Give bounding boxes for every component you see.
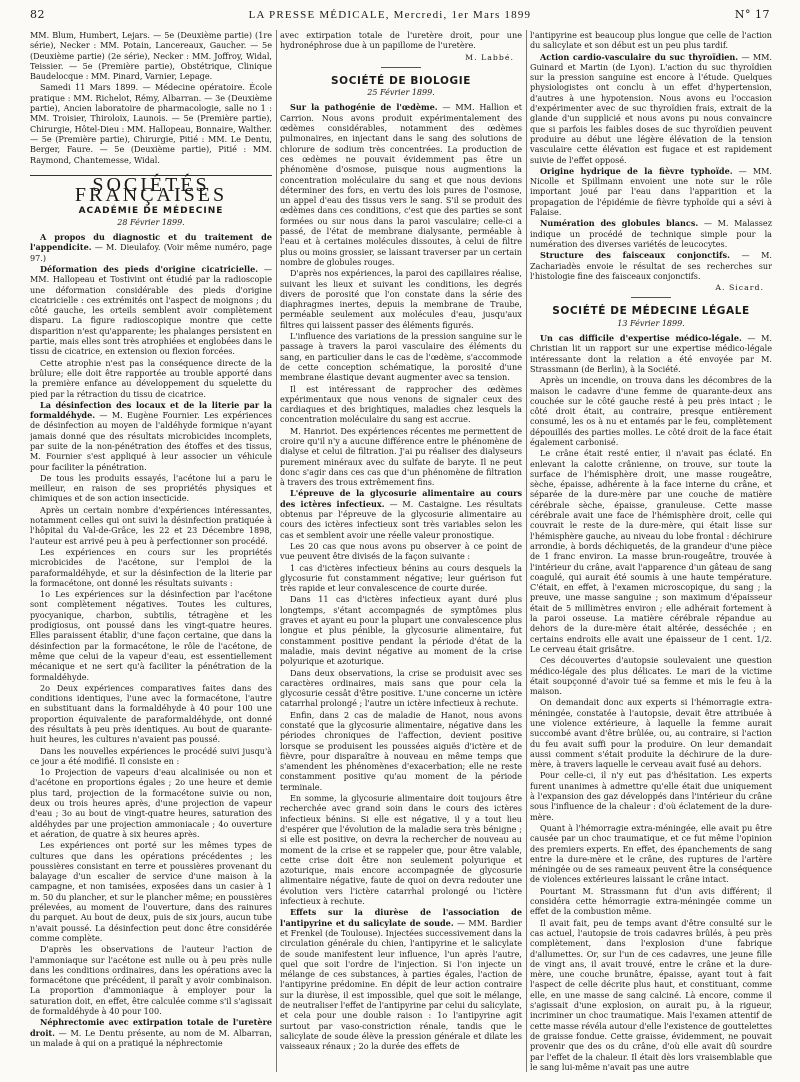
article-paragraph: Déformation des pieds d'origine cicatricielle. — MM. Hallopeau et Tostivint ont étudié par la radioscopie une déformation considérable des pieds d'origine cicatricielle : ces extrémités ont l'aspect de moignons ; du côté gauche, les orteils semblent avoir complètement disparu. La figure radioscopique montre que cette disparition n'est qu'apparente; les phalanges persistent en partie, mais elles sont très atrophiées et englobées dans le tissu de cicatrice, en extension ou flexion forcées. xyxy=(30,263,272,357)
separator xyxy=(381,67,421,68)
article-paragraph: Après un certain nombre d'expériences intéressantes, notamment celles qui ont suivi la désinfection pratiquée à l'hôpital du Val-de-Grâce, les 22 et 23 Décembre 1898, l'auteur est arrivé peu à peu à perfectionner son procédé. xyxy=(30,504,272,546)
article-title: Origine hydrique de la fièvre typhoïde. xyxy=(540,165,733,176)
article-paragraph: L'influence des variations de la pression sanguine sur le passage à travers la paroi vasculaire des éléments du sang, en particulier dans le cas de l'œdème, s'accommode de cette conception schématique, la porosité d'une membrane élastique devant augmenter avec sa tension. xyxy=(280,331,522,383)
article-paragraph: Sur la pathogénie de l'œdème. — MM. Hallion et Carrion. Nous avons produit expérimentalement des œdèmes considérables, notamment des œdèmes pulmonaires, en injectant dans le sang des solutions de chlorure de sodium très concentrées. La production de ces œdèmes ne pouvait évidemment pas être un phénomène d'osmose, puisque nous augmentions la concentration moléculaire du sang et que nous devions déterminer des fors, en vertu des lois pures de l'osmose, un appel d'eau des tissus vers le sang. S'il se produit des œdèmes dans ces conditions, c'est que des parties se sont formées ou sur nous dans la paroi vasculaire; celle-ci a passé, de l'état de membrane dialysante, perméable à l'eau et à certaines molécules dissoutes, à celui de filtre plus ou moins grossier, se laissant traverser par un certain nombre de globules rouges. xyxy=(280,102,522,267)
column-2 xyxy=(280,30,522,1075)
article-title: Numération des globules blancs. xyxy=(540,218,699,229)
author-signature: M. Labbé. xyxy=(465,52,514,62)
article-paragraph: Enfin, dans 2 cas de maladie de Hanot, nous avons constaté que la glycosurie alimentaire, négative dans les périodes chroniques de l'affection, devient positive lorsque se produisent les poussées aiguës d'ictère et de fièvre, pour disparaître à nouveau en même temps que s'amendent les phénomènes d'exacerbation; elle ne reste constamment positive qu'au moment de la période terminale. xyxy=(280,709,522,792)
separator xyxy=(631,297,671,298)
article-paragraph: Numération des globules blancs. — M. Malassez indique un procédé de technique simple pour la numération des diverses variétés de leucocytes. xyxy=(530,218,772,249)
article-title: Action cardio-vasculaire du suc thyroïdien. xyxy=(540,51,739,62)
article-paragraph: Ces découvertes d'autopsie soulevaient une question médico-légale des plus délicates. Le mari de la victime était soupçonné d'avoir tué sa femme et mis le feu à la maison. xyxy=(530,655,772,697)
article-paragraph: 1 cas d'ictères infectieux bénins au cours desquels la glycosurie fut constamment négative; leur guérison fut très rapide et leur convalescence de courte durée. xyxy=(280,562,522,594)
article-paragraph: Structure des faisceaux conjonctifs. — M. Zachariadès envoie le résultat de ses recherches sur l'histologie fine des faisceaux conjonctifs. xyxy=(530,250,772,281)
article-paragraph: Un cas difficile d'expertise médico-légale. — M. Christian lit un rapport sur une expertise médico-légale intéressante dont la relation a été envoyée par M. Strassmann (de Berlin), à la Société. xyxy=(530,333,772,374)
article-paragraph: Il est intéressant de rapprocher des œdèmes expérimentaux que nous venons de signaler ceux des cardiaques et des brightiques, maladies chez lesquels la concentration moléculaire du sang est accrue. xyxy=(280,383,522,425)
article-paragraph: Dans deux observations, la crise se produisit avec ses caractères ordinaires, mais sans que pour cela la glycosurie cessât d'être positive. L'une concerne un ictère catarrhal prolongé ; l'autre un ictère infectieux à rechute. xyxy=(280,667,522,709)
article-title: Néphrectomie avec extirpation totale de l'uretère droit. xyxy=(30,1017,272,1038)
article-paragraph: En somme, la glycosurie alimentaire doit toujours être recherchée avec grand soin dans le cours des ictères infectieux bénins. Si elle est négative, il y a tout lieu d'espérer que l'évolution de la maladie sera très bénigne ; si elle est positive, on devra la rechercher de nouveau au moment de la crise et se rappeler que, pour être valable, cette crise doit être non seulement polyurique et azoturique, mais encore accompagnée de glycosurie alimentaire négative, faute de quoi on devra redouter une évolution vers l'ictère catarrhal prolongé ou l'ictère infectieux à rechute. xyxy=(280,793,522,907)
column-divider xyxy=(276,30,277,1072)
article-paragraph: La désinfection des locaux et de la literie par la formaldéhyde. — M. Eugène Fournier. Les expériences de désinfection au moyen de l'aldéhyde formique n'ayant jamais donné que des résultats microbicides incomplets, par suite de la non-pénétration des étoffes et des tissus, M. Fournier s'est appliqué à leur associer un véhicule pour faciliter la pénétration. xyxy=(30,399,272,472)
author-signature: A. Sicard. xyxy=(715,283,764,293)
society-heading: SOCIÉTÉ DE BIOLOGIE xyxy=(331,74,471,87)
article-title: Déformation des pieds d'origine cicatricielle. xyxy=(40,263,259,274)
article-paragraph: Dans 11 cas d'ictères infectieux ayant duré plus longtemps, s'étant accompagnés de symptômes plus graves et ayant eu pour la plupart une convalescence plus longue et plus pénible, la glycosurie alimentaire, fut constamment positive pendant la période d'état de la maladie, mais devint négative au moment de la crise polyurique et azoturique. xyxy=(280,594,522,667)
exam-schedule-text: MM. Blum, Humbert, Lejars. — 5e (Deuxième partie) (1re série), Necker : MM. Potain, Lancereaux, Gaucher. — 5e (Deuxième partie) (2e série), Necker : MM. Joffroy, Widal, Teissier. — 5e (Première partie), Obstétrique, Clinique Baudelocque : MM. Pinard, Varnier, Lepage. xyxy=(30,30,272,82)
article-title: Sur la pathogénie de l'œdème. xyxy=(290,102,438,113)
article-paragraph: D'après les observations de l'auteur l'action de l'ammoniaque sur l'acétone est nulle ou à peu près nulle dans les conditions ordinaires, dans les opérations avec la formacétone que précédent, il paraît y avoir combinaison. La proportion d'ammoniaque à employer pour la saturation doit, en effet, être calculée comme s'il s'agissait de formaldéhyde à 40 pour 100. xyxy=(30,944,272,1017)
meeting-date: 28 Février 1899. xyxy=(117,217,185,227)
article-paragraph: De tous les produits essayés, l'acétone lui a paru le meilleur, en raison de ses propriétés physiques et chimiques et de son action insecticide. xyxy=(30,472,272,504)
column-divider xyxy=(526,30,527,1072)
article-paragraph: Pourtant M. Strassmann fut d'un avis différent; il considéra cette hémorragie extra-méningée comme un effet de la combustion même. xyxy=(530,885,772,917)
article-paragraph: avec extirpation totale de l'uretère droit, pour une hydronéphrose due à un papillome de l'uretère. xyxy=(280,30,522,51)
article-title: Un cas difficile d'expertise médico-légale. xyxy=(540,333,742,344)
article-paragraph: Après un incendie, on trouva dans les décombres de la maison le cadavre d'une femme de quarante-deux ans couchée sur le côté gauche resté à peu près intact ; le côté droit était, au contraire, presque entièrement consumé, les os à nu et entamés par le feu, complètement dépouillés des parties molles. Le côté droit de la face était également carbonisé. xyxy=(530,375,772,447)
article-paragraph: 1o Les expériences sur la désinfection par l'acétone sont complètement négatives. Toutes les cultures, pyocyanique, charbon, subtilis, tétragène et les prodigiosus, ont poussé dans les vingt-quatre heures. Elles paraissent établir, d'une façon certaine, que dans la désinfection par la formacétone, le rôle de l'acétone, de même que celui de la vapeur d'eau, est essentiellement mécanique et ne sert qu'à faciliter la pénétration de la formaldéhyde. xyxy=(30,589,272,682)
article-paragraph: l'antipyrine est beaucoup plus longue que celle de l'action du salicylate et son début est un peu plus tardif. xyxy=(530,30,772,51)
article-paragraph: D'après nos expériences, la paroi des capillaires réalise, suivant les lieux et suivant les conditions, les degrés divers de porosité que l'on constate dans la série des diaphragmes inertes, depuis la membrane de Traube, perméable seulement aux molécules d'eau, jusqu'aux filtres qui laissent passer des éléments figurés. xyxy=(280,268,522,330)
article-paragraph: Action cardio-vasculaire du suc thyroïdien. — MM. Guinard et Martin (de Lyon). L'action du suc thyroïdien sur la pression sanguine est encore à l'étude. Quelques physiologistes ont conclu à un effet d'hypertension, d'autres à une hypotension. Nous avons eu l'occasion d'expérimenter avec de suc thyroïdien frais, extrait de la glande d'un supplicié et nous avons pu nous convaincre que si parfois les faibles doses de suc thyroïdien peuvent produire au début une légère élévation de la tension vasculaire cette élévation est fugace et est rapidement suivie de l'effet opposé. xyxy=(530,51,772,165)
column-3 xyxy=(530,30,772,1075)
article-title: L'épreuve de la glycosurie alimentaire au cours des ictères infectieux. xyxy=(280,488,522,509)
article-paragraph: Il avait fait, peu de temps avant d'être consulté sur le cas actuel, l'autopsie de trois cadavres brûlés, à peu près complètement, dans l'explosion d'une fabrique d'allumettes. Or, sur l'un de ces cadavres, une jeune fille de vingt ans, il avait trouvé, entre le crâne et la dure-mère, une couche brunâtre, épaisse, ayant tout à fait l'aspect de celle décrite plus haut, et constituant, comme elle, en une masse de sang calciné. Là encore, comme il s'agissait d'une explosion, on aurait pu, à la rigueur, incriminer un choc traumatique. Mais l'examen attentif de cette masse révéla autour d'elle l'existence de gouttelettes de graisse fondue. Cette graisse, évidemment, ne pouvait provenir que des os du crâne, d'où elle avait dû sourdre par l'effet de la chaleur. Il était dès lors vraisemblable que le sang lui-même n'avait pas une autre xyxy=(530,917,772,1072)
article-paragraph: Quant à l'hémorragie extra-méningée, elle avait pu être causée par un choc traumatique, et ce fut même l'opinion des premiers experts. En effet, des épanchements de sang entre la dure-mère et le crâne, des ruptures de l'artère méningée ou de ses rameaux peuvent être la conséquence de violences extérieures laissant le crâne intact. xyxy=(530,822,772,885)
article-paragraph: Les 20 cas que nous avons pu observer à ce point de vue peuvent être divisés de la façon suivante : xyxy=(280,540,522,562)
article-title: Effets sur la diurèse de l'association de l'antipyrine et du salicylate de soude. xyxy=(280,907,522,928)
publication-title: LA PRESSE MÉDICALE, Mercredi, 1er Mars 1899 xyxy=(248,9,532,21)
article-title: Structure des faisceaux conjonctifs. xyxy=(540,250,730,261)
article-paragraph: 2o Deux expériences comparatives faites dans des conditions identiques, l'une avec la formacétone, l'autre en substituant dans la formaldéhyde à 40 pour 100 une proportion équivalente de paraformaldéhyde, ont donné des résultats à peu près identiques. Au bout de quarante-huit heures, les cultures n'avaient pas poussé. xyxy=(30,682,272,745)
article-paragraph: Cette atrophie n'est pas la conséquence directe de la brûlure; elle doit être rapportée au trouble apporté dans la première enfance au développement du squelette du pied par la rétraction du tissu de cicatrice. xyxy=(30,357,272,399)
article-paragraph: M. Hanriot. Des expériences récentes me permettent de croire qu'il n'y a aucune différence entre le phénomène de dialyse et celui de filtration. J'ai pu réaliser des dialyseurs purement minéraux avec du sulfate de baryte. Il ne peut donc s'agir dans ces cas que d'un phénomène de filtration à travers des trous extrêmement fins. xyxy=(280,425,522,488)
society-heading: SOCIÉTÉ DE MÉDECINE LÉGALE xyxy=(552,305,750,318)
article-paragraph: L'épreuve de la glycosurie alimentaire au cours des ictères infectieux. — M. Castaigne. Les résultats obtenus par l'épreuve de la glycosurie alimentaire au cours des ictères infectieux sont très variables selon les cas et semblent avoir une réelle valeur pronostique. xyxy=(280,488,522,540)
article-paragraph: 1o Projection de vapeurs d'eau alcalinisée ou non et d'acétone en proportions égales ; 2o une heure et demie plus tard, projection de la formacétone suivie ou non, deux ou trois heures après, d'une projection de vapeur d'eau ; 3o au bout de vingt-quatre heures, saturation des aldéhydes par une projection ammoniacale ; 4o ouverture et aération, de quatre à six heures après. xyxy=(30,767,272,839)
article-paragraph: Dans les nouvelles expériences le procédé suivi jusqu'à ce jour a été modifié. Il consiste en : xyxy=(30,745,272,766)
article-paragraph: A propos du diagnostic et du traitement de l'appendicite. — M. Dieulafoy. (Voir même numéro, page 97.) xyxy=(30,232,272,263)
article-paragraph: Néphrectomie avec extirpation totale de l'uretère droit. — M. Le Dentu présente, au nom de M. Albarran, un malade à qui on a pratiqué la néphrectomie xyxy=(30,1017,272,1048)
article-paragraph: Pour celle-ci, il n'y eut pas d'hésitation. Les experts furent unanimes à admettre qu'elle était due uniquement à l'expansion des gaz développés dans l'intérieur du crâne sous l'influence de la chaleur : d'où éclatement de la dure-mère. xyxy=(530,770,772,822)
article-paragraph: Les expériences en cours sur les propriétés microbicides de l'acétone, sur l'emploi de la paraformaldéhyde, et sur la désinfection de la literie par la formacétone, ont donné les résultats suivants : xyxy=(30,546,272,588)
article-paragraph: On demandait donc aux experts si l'hémorragie extra-méningée, constatée à l'autopsie, devait être attribuée à une violence extérieure, à laquelle la femme aurait succombé avant d'être brûlée, ou, au contraire, si l'action du feu avait suffi pour la produire. On leur demandait aussi comment s'était produite la déchirure de la dure-mère, à travers laquelle le cerveau avait fusé au dehors. xyxy=(530,697,772,770)
meeting-date: 25 Février 1899. xyxy=(367,88,435,98)
article-paragraph: Effets sur la diurèse de l'association de l'antipyrine et du salicylate de soude. — MM. Bardier et Frenkel (de Toulouse). Injectées successivement dans la circulation générale du chien, l'antipyrine et le salicylate de soude manifestent leur influence, l'un après l'autre, quel que soit l'ordre de l'injection. Si l'on injecte un mélange de ces substances, à parties égales, l'action de l'antipyrine prédomine. En dépit de leur action contraire sur la diurèse, il est impossible, quel que soit le mélange, de neutraliser l'effet de l'antipyrine par celui du salicylate, et cela pour une double raison : 1o l'antipyrine agit surtout par vaso-constriction rénale, tandis que le salicylate de soude élève la pression générale et dilate les vaisseaux rénaux ; 2o la durée des effets de xyxy=(280,907,522,1052)
column-1 xyxy=(30,30,272,1075)
page-header xyxy=(30,8,770,24)
article-paragraph: Origine hydrique de la fièvre typhoïde. — MM. Nicolle et Spillmann envoient une note sur le rôle important joué par l'eau dans l'apparition et la propagation de l'épidémie de fièvre typhoïde qui a sévi à Falaise. xyxy=(530,165,772,218)
page-number: 82 xyxy=(30,8,45,21)
section-title: SOCIÉTÉS FRANÇAISES xyxy=(30,175,272,201)
issue-number: N° 17 xyxy=(734,8,770,21)
society-heading: ACADÉMIE DE MÉDECINE xyxy=(78,206,224,217)
article-title: La désinfection des locaux et de la literie par la formaldéhyde. xyxy=(30,399,272,421)
article-paragraph: Le crâne était resté entier, il n'avait pas éclaté. En enlevant la calotte crânienne, on trouve, sur toute la surface de l'hémisphère droit, une masse rougeâtre, sèche, épaisse, adhérente à la face interne du crâne, et séparée de la dure-mère par une couche de matière cérébrale sèche, épaisse, granuleuse. Cette masse cérébrale avait une face de l'hémisphère droit, celle qui couvrait le reste de la dure-mère, qui était lisse sur l'hémisphère gauche, au niveau du lobe frontal : déchirure arrondie, à bords déchiquetés, de la grandeur d'une pièce de 1 franc environ. La masse brun-rougeâtre, trouvée à l'intérieur du crâne, avait l'apparence d'un gâteau de sang coagulé, qui aurait été soumis à une haute température. C'était, en effet, à l'examen microscopique, du sang ; la preuve, une masse sanguine ; son maximum d'épaisseur était de 5 millimètres environ ; elle adhérait fortement à la paroi osseuse. La matière cérébrale répandue au dehors de la dure-mère était altérée, desséchée ; en certains endroits elle avait une épaisseur de 1 cent. 1/2. Le cerveau était grisâtre. xyxy=(530,448,772,654)
exam-schedule-text: Samedi 11 Mars 1899. — Médecine opératoire. École pratique : MM. Richelot, Rémy, Albarran. — 3e (Deuxième partie), Ancien laboratoire de pharmacologie, salle no 1 : MM. Troisier, Thiroloix, Launois. — 5e (Première partie), Chirurgie, Hôtel-Dieu : MM. Hallopeau, Bonnaire, Walther. — 5e (Première partie), Chirurgie, Pitié : MM. Le Dentu, Berger, Faure. — 5e (Deuxième partie), Pitié : MM. Raymond, Chantemesse, Widal. xyxy=(30,82,272,165)
article-title: A propos du diagnostic et du traitement de l'appendicite. xyxy=(30,232,272,253)
meeting-date: 13 Février 1899. xyxy=(617,318,685,328)
article-paragraph: Les expériences ont porté sur les mêmes types de cultures que dans les opérations précédentes ; les poussières consistant en terre et poussières provenant du balayage d'un escalier de service d'une maison à la campagne, et non tamisées, exposées dans un casier à 1 m. 50 du plancher, et sur le plancher même; en poussières prélevées, au moment de l'ouverture, dans des rainures du parquet. Au bout de deux, puis de six jours, aucun tube n'avait poussé. La désinfection peut donc être considérée comme complète. xyxy=(30,840,272,943)
